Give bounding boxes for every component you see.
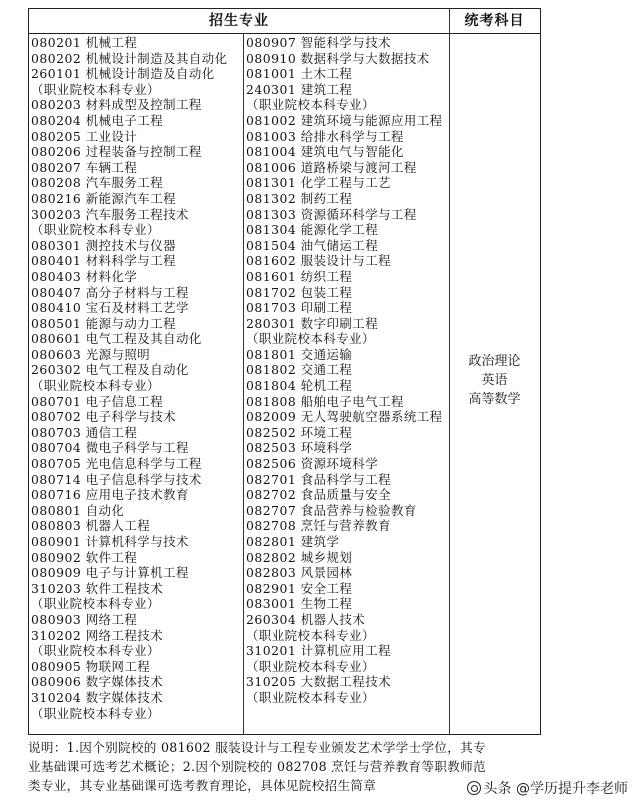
major-entry: 081804 轮机工程 <box>246 378 353 394</box>
major-entry: 080903 网络工程 <box>31 611 138 627</box>
major-entry: 080410 宝石及材料工艺学 <box>31 300 189 316</box>
major-entry: 081002 建筑环境与能源应用工程 <box>246 112 443 128</box>
major-entry: 080703 通信工程 <box>31 424 138 440</box>
major-entry: 082901 安全工程 <box>246 580 353 596</box>
major-entry: 310201 计算机应用工程 <box>246 643 391 659</box>
header-divider <box>29 33 540 34</box>
major-entry: 083001 生物工程 <box>246 596 353 612</box>
major-entry: 081001 土木工程 <box>246 66 353 82</box>
major-entry: 080407 高分子材料与工程 <box>31 284 189 300</box>
major-entry: （职业院校本科专业） <box>31 81 160 97</box>
major-entry: 310204 数字媒体技术 <box>31 689 164 705</box>
major-entry: 080603 光源与照明 <box>31 346 151 362</box>
major-entry: （职业院校本科专业） <box>31 222 160 238</box>
major-entry: 080714 电子信息科学与技术 <box>31 471 202 487</box>
header-exam-subjects: 统考科目 <box>464 13 525 29</box>
major-entry: 080205 工业设计 <box>31 128 138 144</box>
major-entry: 081303 资源循环科学与工程 <box>246 206 417 222</box>
major-entry: 082502 环境工程 <box>246 424 353 440</box>
major-entry: 080301 测控技术与仪器 <box>31 237 176 253</box>
major-entry: （职业院校本科专业） <box>246 331 375 347</box>
major-entry: 081703 印刷工程 <box>246 300 353 316</box>
major-entry: 080905 物联网工程 <box>31 658 151 674</box>
major-entry: 080704 微电子科学与工程 <box>31 440 189 456</box>
major-entry: 081808 船舶电子电气工程 <box>246 393 404 409</box>
admissions-table <box>28 8 541 735</box>
major-entry: 081802 交通工程 <box>246 362 353 378</box>
major-entry: 081504 油气储运工程 <box>246 237 379 253</box>
major-entry: 080701 电子信息工程 <box>31 393 164 409</box>
major-entry: 081702 包装工程 <box>246 284 353 300</box>
major-entry: 082803 风景园林 <box>246 565 353 581</box>
major-entry: 080909 电子与计算机工程 <box>31 565 189 581</box>
major-entry: 080906 数字媒体技术 <box>31 674 164 690</box>
major-entry: 080403 材料化学 <box>31 268 138 284</box>
major-entry: 080501 能源与动力工程 <box>31 315 176 331</box>
note-line: 说明：1.因个别院校的 081602 服装设计与工程专业颁发艺术学学士学位，其专 <box>28 740 486 755</box>
major-entry: 082701 食品科学与工程 <box>246 471 391 487</box>
major-entry: 080401 材料科学与工程 <box>31 253 176 269</box>
major-entry: 081301 化学工程与工艺 <box>246 175 391 191</box>
major-entry: 082009 无人驾驶航空器系统工程 <box>246 409 443 425</box>
major-entry: 081302 制药工程 <box>246 190 353 206</box>
exam-subject: 高等数学 <box>468 392 521 407</box>
major-entry: 080907 智能科学与技术 <box>246 35 391 50</box>
account-icon <box>467 781 481 795</box>
major-entry: 080204 机械电子工程 <box>31 112 164 128</box>
major-entry: 310203 软件工程技术 <box>31 580 164 596</box>
major-entry: 080910 数据科学与大数据技术 <box>246 50 430 66</box>
major-entry: 310202 网络工程技术 <box>31 627 164 643</box>
exam-subject: 政治理论 <box>468 354 521 369</box>
major-entry: （职业院校本科专业） <box>31 378 160 394</box>
major-entry: 081004 建筑电气与智能化 <box>246 144 404 160</box>
exam-subjects-list <box>449 352 540 409</box>
major-entry: 310205 大数据工程技术 <box>246 674 391 690</box>
major-entry: 082802 城乡规划 <box>246 549 353 565</box>
major-entry: 080601 电气工程及其自动化 <box>31 331 202 347</box>
major-entry: 260304 机器人技术 <box>246 611 366 627</box>
major-entry: 082503 环境科学 <box>246 440 353 456</box>
majors-column-middle <box>246 35 443 706</box>
major-entry: 080208 汽车服务工程 <box>31 175 164 191</box>
major-entry: 260302 电气工程及自动化 <box>31 362 189 378</box>
divider-major-columns <box>243 33 244 734</box>
major-entry: 080202 机械设计制造及其自动化 <box>31 50 228 66</box>
header-majors: 招生专业 <box>209 13 269 29</box>
major-entry: 080702 电子科学与技术 <box>31 409 176 425</box>
major-entry: 081602 服装设计与工程 <box>246 253 391 269</box>
major-entry: 082506 资源环境科学 <box>246 456 379 472</box>
major-entry: 082708 烹饪与营养教育 <box>246 518 391 534</box>
note-line: 业基础课可选考艺术概论；2.因个别院校的 082708 烹饪与营养教育等职教师范 <box>28 759 486 774</box>
majors-column-left <box>31 35 228 721</box>
major-entry: 082801 建筑学 <box>246 534 340 549</box>
major-entry: （职业院校本科专业） <box>246 689 375 705</box>
major-entry: 082702 食品质量与安全 <box>246 487 391 503</box>
major-entry: 080803 机器人工程 <box>31 518 151 534</box>
major-entry: 280301 数字印刷工程 <box>246 315 379 331</box>
major-entry: 240301 建筑工程 <box>246 81 353 97</box>
major-entry: 081304 能源化学工程 <box>246 222 379 238</box>
major-entry: 082707 食品营养与检验教育 <box>246 502 417 518</box>
major-entry: 080201 机械工程 <box>31 35 138 50</box>
major-entry: 080206 过程装备与控制工程 <box>31 144 202 160</box>
major-entry: 081601 纺织工程 <box>246 268 353 284</box>
major-entry: 300203 汽车服务工程技术 <box>31 206 189 222</box>
exam-subject: 英语 <box>481 373 508 388</box>
major-entry: 080203 材料成型及控制工程 <box>31 97 202 113</box>
major-entry: （职业院校本科专业） <box>31 596 160 612</box>
watermark-text: 头条 @学历提升李老师 <box>483 781 628 797</box>
major-entry: 081003 给排水科学与工程 <box>246 128 404 144</box>
major-entry: 080716 应用电子技术教育 <box>31 487 189 503</box>
note-line: 类专业，其专业基础课可选考教育理论，具体见院校招生简章 <box>28 778 377 793</box>
major-entry: 081801 交通运输 <box>246 346 353 362</box>
major-entry: 080801 自动化 <box>31 502 125 518</box>
major-entry: （职业院校本科专业） <box>246 627 375 643</box>
major-entry: 080216 新能源汽车工程 <box>31 190 176 206</box>
major-entry: （职业院校本科专业） <box>246 658 375 674</box>
major-entry: （职业院校本科专业） <box>31 705 160 721</box>
major-entry: 080705 光电信息科学与工程 <box>31 456 202 472</box>
major-entry: 080901 计算机科学与技术 <box>31 534 189 549</box>
major-entry: 081006 道路桥梁与渡河工程 <box>246 159 417 175</box>
watermark <box>465 778 630 798</box>
major-entry: 080902 软件工程 <box>31 549 138 565</box>
major-entry: 260101 机械设计制造及自动化 <box>31 66 215 82</box>
major-entry: （职业院校本科专业） <box>31 643 160 659</box>
major-entry: （职业院校本科专业） <box>246 97 375 113</box>
major-entry: 080207 车辆工程 <box>31 159 138 175</box>
